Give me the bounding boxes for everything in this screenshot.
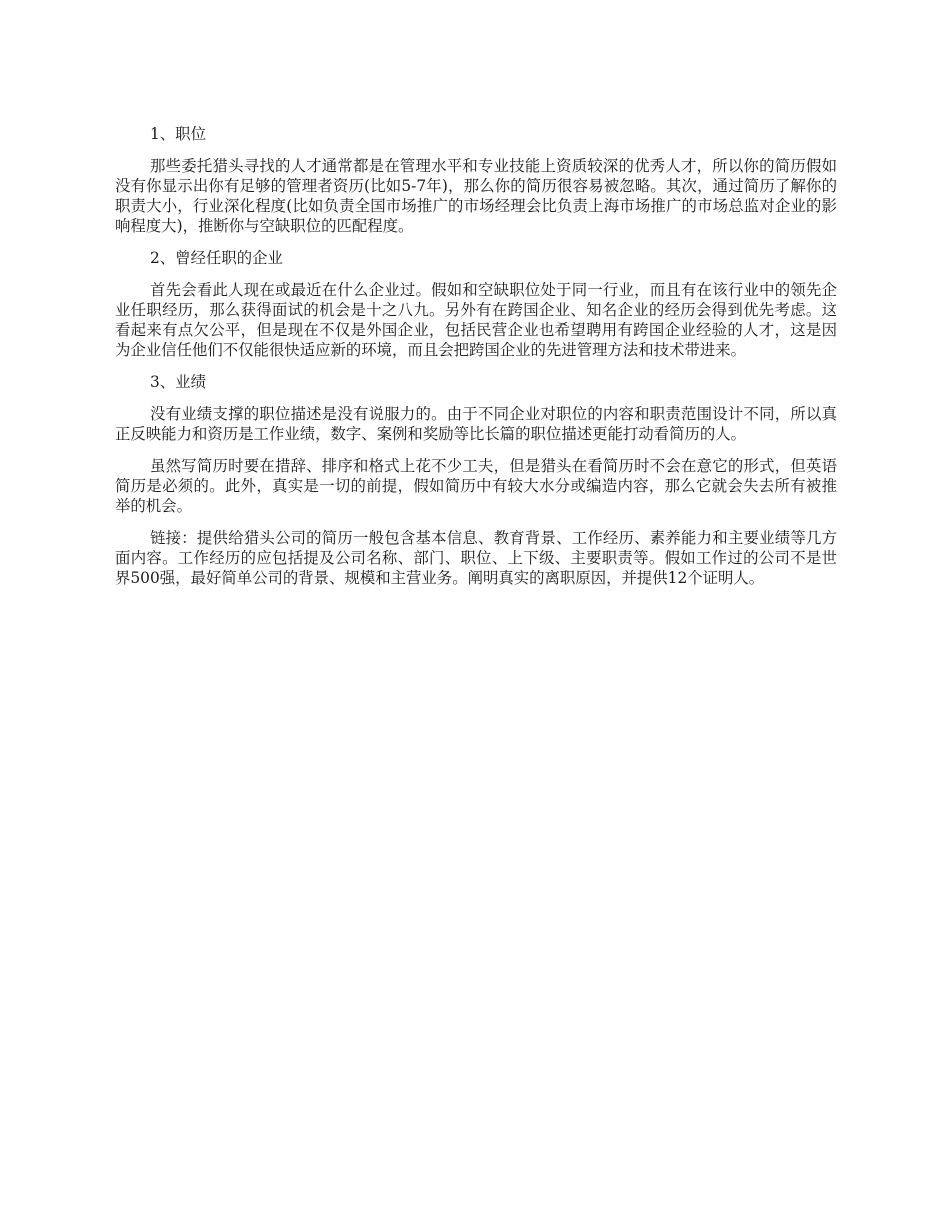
paragraph-position: 那些委托猎头寻找的人才通常都是在管理水平和专业技能上资质较深的优秀人才，所以你的简历假如没有你显示出你有足够的管理者资历(比如5-7年)，那么你的简历很容易被忽略。其次，通过简历了解你的职责大小，行业深化程度(比如负责全国市场推广的市场经理会比负责上海市场推广的市场总监对企业的影响程度大)，推断你与空缺职位的匹配程度。 xyxy=(115,157,837,235)
section-heading-position: 1、职位 xyxy=(150,125,206,143)
document-page xyxy=(115,124,837,600)
section-heading-performance: 3、业绩 xyxy=(150,373,206,391)
paragraph-link-note: 链接：提供给猎头公司的简历一般包含基本信息、教育背景、工作经历、素养能力和主要业绩等几方面内容。工作经历的应包括提及公司名称、部门、职位、上下级、主要职责等。假如工作过的公司不是世界500强，最好简单公司的背景、规模和主营业务。阐明真实的离职原因，并提供12个证明人。 xyxy=(115,529,837,587)
paragraph-previous-employers: 首先会看此人现在或最近在什么企业过。假如和空缺职位处于同一行业，而且有在该行业中的领先企业任职经历，那么获得面试的机会是十之八九。另外有在跨国企业、知名企业的经历会得到优先考虑。这看起来有点欠公平，但是现在不仅是外国企业，包括民营企业也希望聘用有跨国企业经验的人才，这是因为企业信任他们不仅能很快适应新的环境，而且会把跨国企业的先进管理方法和技术带进来。 xyxy=(115,281,837,359)
section-heading-previous-employers: 2、曾经任职的企业 xyxy=(150,249,283,267)
paragraph-performance: 没有业绩支撑的职位描述是没有说服力的。由于不同企业对职位的内容和职责范围设计不同，所以真正反映能力和资历是工作业绩，数字、案例和奖励等比长篇的职位描述更能打动看简历的人。 xyxy=(115,405,837,443)
paragraph-resume-format: 虽然写简历时要在措辞、排序和格式上花不少工夫，但是猎头在看简历时不会在意它的形式，但英语简历是必须的。此外，真实是一切的前提，假如简历中有较大水分或编造内容，那么它就会失去所有被推举的机会。 xyxy=(115,457,837,515)
